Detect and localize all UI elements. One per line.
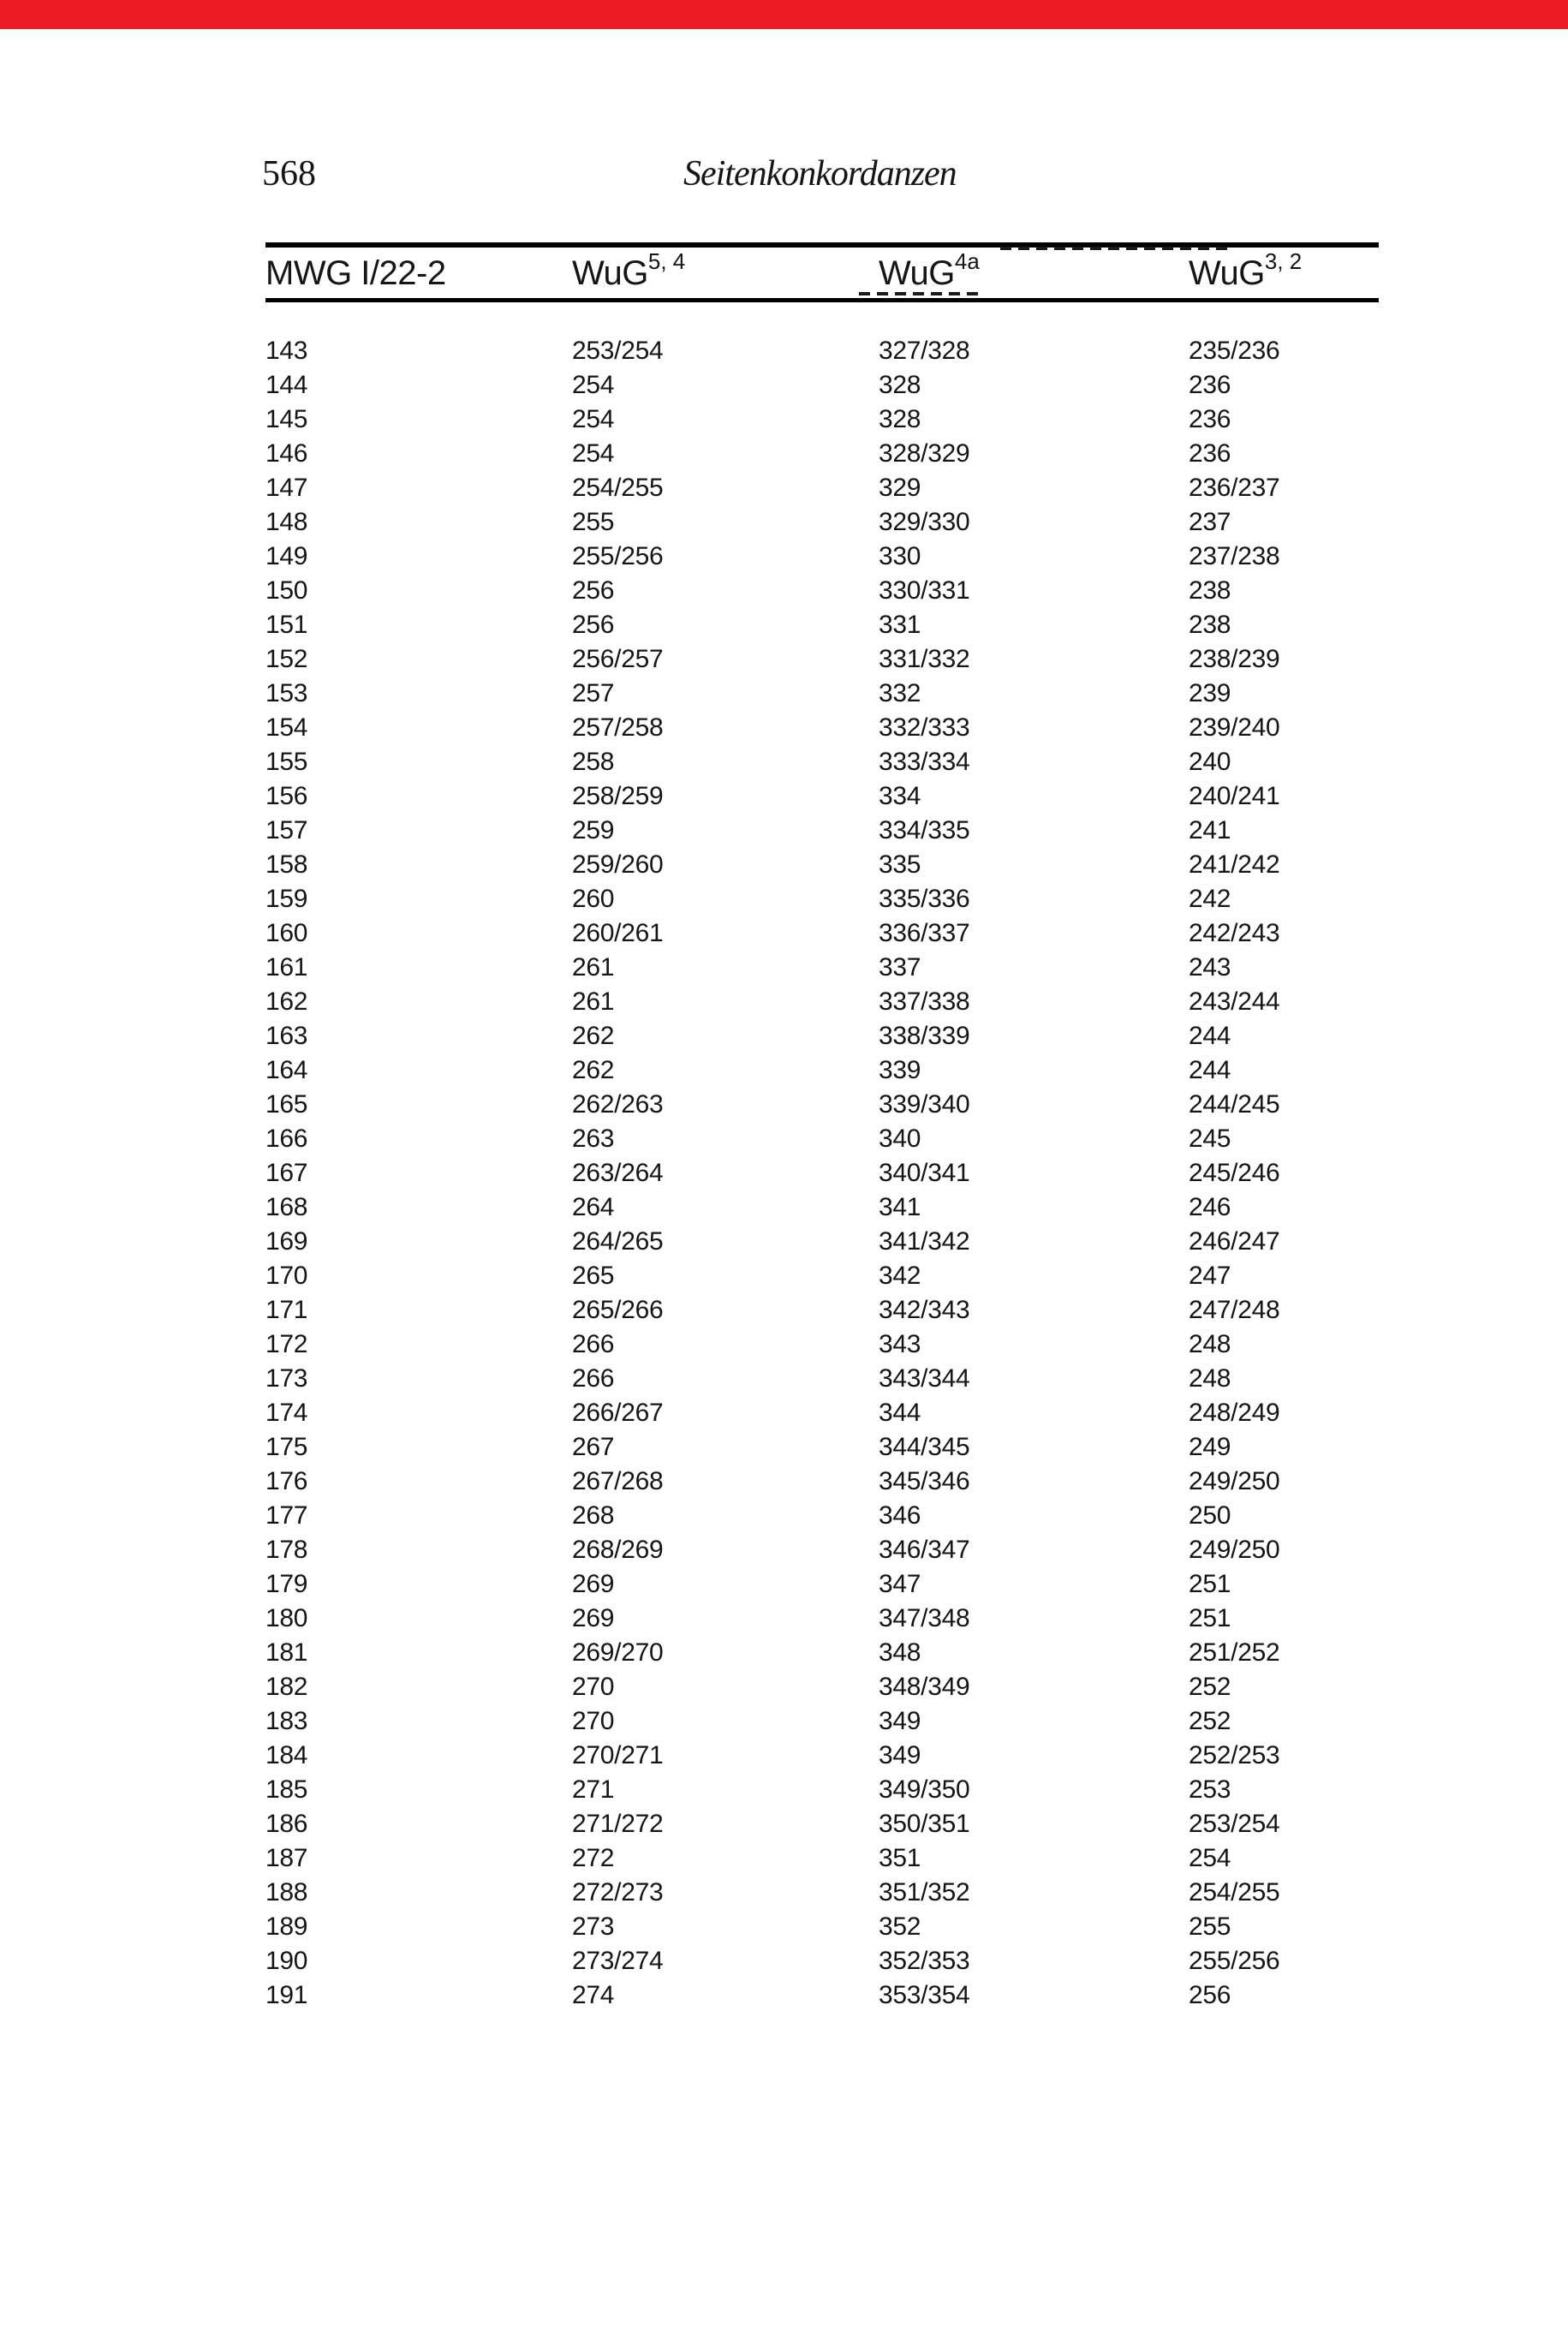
table-cell: 236 <box>1189 405 1231 433</box>
table-cell: 160 <box>265 919 308 947</box>
table-cell: 256 <box>572 611 615 639</box>
table-row <box>265 1362 1379 1396</box>
scanner-edge-strip <box>0 0 1568 29</box>
column-header-wug32: WuG$^{3, 2}$ <box>1189 248 1303 292</box>
table-cell: 346 <box>879 1501 921 1530</box>
table-row <box>265 1156 1379 1190</box>
table-cell: 163 <box>265 1022 308 1050</box>
table-cell: 327/328 <box>879 337 970 365</box>
table-cell: 272 <box>572 1844 615 1872</box>
table-cell: 264 <box>572 1193 615 1221</box>
superscript: 4a <box>954 248 980 274</box>
table-cell: 243/244 <box>1189 987 1280 1016</box>
table-cell: 254 <box>572 405 615 433</box>
table-cell: 332 <box>879 679 921 707</box>
table-cell: 351 <box>879 1844 921 1872</box>
table-cell: 259 <box>572 816 615 844</box>
table-cell: 235/236 <box>1189 337 1280 365</box>
scan-artifact <box>1000 247 1233 250</box>
table-cell: 341/342 <box>879 1227 970 1256</box>
table-cell: 270/271 <box>572 1741 664 1769</box>
table-cell: 247/248 <box>1189 1296 1280 1324</box>
table-cell: 165 <box>265 1090 308 1119</box>
table-cell: 145 <box>265 405 308 433</box>
table-cell: 248 <box>1189 1364 1231 1393</box>
table-cell: 339 <box>879 1056 921 1084</box>
table-cell: 328/329 <box>879 439 970 468</box>
table-cell: 179 <box>265 1570 308 1598</box>
table-cell: 337 <box>879 953 921 982</box>
table-cell: 237 <box>1189 508 1231 536</box>
superscript: 3, 2 <box>1264 248 1303 274</box>
table-cell: 158 <box>265 850 308 879</box>
table-cell: 334/335 <box>879 816 970 844</box>
table-cell: 349 <box>879 1741 921 1769</box>
table-cell: 350/351 <box>879 1810 970 1838</box>
table-cell: 269 <box>572 1570 615 1598</box>
table-cell: 269 <box>572 1604 615 1632</box>
table-cell: 251 <box>1189 1604 1231 1632</box>
table-cell: 167 <box>265 1159 308 1187</box>
table-cell: 253/254 <box>572 337 664 365</box>
table-cell: 347/348 <box>879 1604 970 1632</box>
table-cell: 341 <box>879 1193 921 1221</box>
table-cell: 156 <box>265 782 308 810</box>
table-cell: 265 <box>572 1262 615 1290</box>
table-cell: 262 <box>572 1056 615 1084</box>
table-cell: 330 <box>879 542 921 570</box>
table-cell: 191 <box>265 1981 308 2009</box>
table-cell: 256 <box>572 576 615 605</box>
table-cell: 240/241 <box>1189 782 1280 810</box>
table-cell: 182 <box>265 1673 308 1701</box>
table-cell: 252 <box>1189 1707 1231 1735</box>
page-number: 568 <box>262 154 316 194</box>
table-cell: 331/332 <box>879 645 970 673</box>
table-cell: 265/266 <box>572 1296 664 1324</box>
table-cell: 328 <box>879 371 921 399</box>
table-cell: 177 <box>265 1501 308 1530</box>
table-cell: 329 <box>879 474 921 502</box>
table-cell: 260 <box>572 885 615 913</box>
table-row <box>265 368 1379 403</box>
table-cell: 176 <box>265 1467 308 1495</box>
table-row <box>265 1019 1379 1053</box>
table-cell: 240 <box>1189 748 1231 776</box>
table-row <box>265 1739 1379 1773</box>
table-cell: 249 <box>1189 1433 1231 1461</box>
table-row <box>265 814 1379 848</box>
table-cell: 159 <box>265 885 308 913</box>
table-cell: 153 <box>265 679 308 707</box>
table-cell: 328 <box>879 405 921 433</box>
table-cell: 330/331 <box>879 576 970 605</box>
table-cell: 258/259 <box>572 782 664 810</box>
table-row <box>265 1807 1379 1841</box>
table-cell: 151 <box>265 611 308 639</box>
table-header-row <box>265 248 1379 298</box>
table-row <box>265 951 1379 985</box>
table-cell: 270 <box>572 1673 615 1701</box>
table-cell: 348/349 <box>879 1673 970 1701</box>
table-cell: 329/330 <box>879 508 970 536</box>
table-row <box>265 779 1379 814</box>
table-cell: 332/333 <box>879 713 970 742</box>
table-cell: 250 <box>1189 1501 1231 1530</box>
table-row <box>265 1053 1379 1088</box>
table-cell: 335 <box>879 850 921 879</box>
table-cell: 254 <box>1189 1844 1231 1872</box>
table-row <box>265 1396 1379 1430</box>
table-cell: 268 <box>572 1501 615 1530</box>
table-row <box>265 1978 1379 2013</box>
table-cell: 331 <box>879 611 921 639</box>
table-cell: 190 <box>265 1947 308 1975</box>
table-row <box>265 848 1379 882</box>
table-cell: 148 <box>265 508 308 536</box>
table-cell: 263/264 <box>572 1159 664 1187</box>
table-cell: 348 <box>879 1638 921 1667</box>
table-cell: 166 <box>265 1125 308 1153</box>
table-cell: 268/269 <box>572 1536 664 1564</box>
table-cell: 257/258 <box>572 713 664 742</box>
table-row <box>265 711 1379 745</box>
table-cell: 154 <box>265 713 308 742</box>
table-cell: 347 <box>879 1570 921 1598</box>
running-head <box>0 154 1568 197</box>
table-row <box>265 540 1379 574</box>
table-cell: 256 <box>1189 1981 1231 2009</box>
table-cell: 342 <box>879 1262 921 1290</box>
table-cell: 343/344 <box>879 1364 970 1393</box>
table-cell: 144 <box>265 371 308 399</box>
table-cell: 258 <box>572 748 615 776</box>
table-cell: 252 <box>1189 1673 1231 1701</box>
table-cell: 342/343 <box>879 1296 970 1324</box>
table-cell: 340/341 <box>879 1159 970 1187</box>
table-cell: 173 <box>265 1364 308 1393</box>
table-cell: 266 <box>572 1330 615 1358</box>
scan-artifact <box>859 292 981 295</box>
table-cell: 344 <box>879 1399 921 1427</box>
table-cell: 336/337 <box>879 919 970 947</box>
table-cell: 237/238 <box>1189 542 1280 570</box>
table-cell: 245/246 <box>1189 1159 1280 1187</box>
table-cell: 254/255 <box>1189 1878 1280 1906</box>
table-cell: 340 <box>879 1125 921 1153</box>
table-cell: 261 <box>572 953 615 982</box>
table-cell: 264/265 <box>572 1227 664 1256</box>
table-cell: 170 <box>265 1262 308 1290</box>
table-cell: 246/247 <box>1189 1227 1280 1256</box>
column-header-wug54: WuG$^{5, 4}$ <box>572 248 686 292</box>
table-cell: 267 <box>572 1433 615 1461</box>
table-cell: 238 <box>1189 576 1231 605</box>
table-cell: 236 <box>1189 371 1231 399</box>
table-row <box>265 437 1379 471</box>
table-cell: 251 <box>1189 1570 1231 1598</box>
table-cell: 339/340 <box>879 1090 970 1119</box>
table-cell: 245 <box>1189 1125 1231 1153</box>
table-cell: 257 <box>572 679 615 707</box>
table-row <box>265 677 1379 711</box>
table-row <box>265 1430 1379 1465</box>
table-cell: 249/250 <box>1189 1467 1280 1495</box>
table-cell: 262/263 <box>572 1090 664 1119</box>
table-cell: 147 <box>265 474 308 502</box>
table-cell: 248 <box>1189 1330 1231 1358</box>
table-cell: 261 <box>572 987 615 1016</box>
table-row <box>265 1876 1379 1910</box>
table-cell: 149 <box>265 542 308 570</box>
table-row <box>265 745 1379 779</box>
table-cell: 255 <box>1189 1912 1231 1941</box>
table-cell: 337/338 <box>879 987 970 1016</box>
table-cell: 349/350 <box>879 1775 970 1804</box>
table-row <box>265 505 1379 540</box>
table-cell: 263 <box>572 1125 615 1153</box>
table-cell: 155 <box>265 748 308 776</box>
superscript: 5, 4 <box>647 248 686 274</box>
table-cell: 150 <box>265 576 308 605</box>
table-cell: 239 <box>1189 679 1231 707</box>
table-cell: 272/273 <box>572 1878 664 1906</box>
table-row <box>265 1773 1379 1807</box>
table-row <box>265 1636 1379 1670</box>
table-row <box>265 1499 1379 1533</box>
table-cell: 183 <box>265 1707 308 1735</box>
table-cell: 271/272 <box>572 1810 664 1838</box>
table-header-rule <box>265 298 1379 302</box>
table-cell: 273/274 <box>572 1947 664 1975</box>
table-cell: 352/353 <box>879 1947 970 1975</box>
table-cell: 242 <box>1189 885 1231 913</box>
table-cell: 169 <box>265 1227 308 1256</box>
table-cell: 253/254 <box>1189 1810 1280 1838</box>
table-cell: 351/352 <box>879 1878 970 1906</box>
table-row <box>265 403 1379 437</box>
table-cell: 266/267 <box>572 1399 664 1427</box>
table-row <box>265 1328 1379 1362</box>
table-cell: 251/252 <box>1189 1638 1280 1667</box>
table-row <box>265 1225 1379 1259</box>
table-cell: 185 <box>265 1775 308 1804</box>
table-cell: 255 <box>572 508 615 536</box>
table-cell: 172 <box>265 1330 308 1358</box>
table-cell: 181 <box>265 1638 308 1667</box>
table-cell: 186 <box>265 1810 308 1838</box>
table-row <box>265 1670 1379 1704</box>
table-row <box>265 1841 1379 1876</box>
table-body <box>265 334 1379 2013</box>
table-cell: 334 <box>879 782 921 810</box>
table-cell: 178 <box>265 1536 308 1564</box>
table-row <box>265 574 1379 608</box>
table-cell: 273 <box>572 1912 615 1941</box>
table-cell: 239/240 <box>1189 713 1280 742</box>
table-cell: 152 <box>265 645 308 673</box>
table-row <box>265 1910 1379 1944</box>
table-cell: 262 <box>572 1022 615 1050</box>
table-cell: 249/250 <box>1189 1536 1280 1564</box>
table-cell: 253 <box>1189 1775 1231 1804</box>
table-row <box>265 334 1379 368</box>
table-cell: 345/346 <box>879 1467 970 1495</box>
table-cell: 246 <box>1189 1193 1231 1221</box>
table-row <box>265 985 1379 1019</box>
table-cell: 260/261 <box>572 919 664 947</box>
table-cell: 184 <box>265 1741 308 1769</box>
table-cell: 269/270 <box>572 1638 664 1667</box>
table-row <box>265 1088 1379 1122</box>
table-cell: 256/257 <box>572 645 664 673</box>
table-cell: 255/256 <box>572 542 664 570</box>
table-cell: 189 <box>265 1912 308 1941</box>
table-cell: 349 <box>879 1707 921 1735</box>
table-cell: 271 <box>572 1775 615 1804</box>
table-row <box>265 1293 1379 1328</box>
table-cell: 252/253 <box>1189 1741 1280 1769</box>
table-cell: 187 <box>265 1844 308 1872</box>
table-cell: 174 <box>265 1399 308 1427</box>
table-cell: 164 <box>265 1056 308 1084</box>
table-cell: 241/242 <box>1189 850 1280 879</box>
table-cell: 247 <box>1189 1262 1231 1290</box>
table-cell: 259/260 <box>572 850 664 879</box>
table-cell: 270 <box>572 1707 615 1735</box>
table-cell: 254 <box>572 439 615 468</box>
table-row <box>265 916 1379 951</box>
table-cell: 161 <box>265 953 308 982</box>
table-cell: 254 <box>572 371 615 399</box>
table-row <box>265 1533 1379 1567</box>
column-header-mwg: MWG I/22-2 <box>265 254 446 292</box>
table-cell: 343 <box>879 1330 921 1358</box>
table-row <box>265 471 1379 505</box>
table-cell: 335/336 <box>879 885 970 913</box>
table-cell: 168 <box>265 1193 308 1221</box>
table-row <box>265 1122 1379 1156</box>
table-row <box>265 1465 1379 1499</box>
table-cell: 267/268 <box>572 1467 664 1495</box>
table-cell: 333/334 <box>879 748 970 776</box>
table-cell: 243 <box>1189 953 1231 982</box>
table-cell: 236 <box>1189 439 1231 468</box>
table-cell: 171 <box>265 1296 308 1324</box>
concordance-table <box>265 242 1379 2013</box>
table-cell: 242/243 <box>1189 919 1280 947</box>
table-cell: 255/256 <box>1189 1947 1280 1975</box>
table-row <box>265 1190 1379 1225</box>
table-cell: 238 <box>1189 611 1231 639</box>
table-cell: 248/249 <box>1189 1399 1280 1427</box>
table-cell: 180 <box>265 1604 308 1632</box>
column-header-wug4a: WuG$^{4a}$ <box>879 248 980 292</box>
table-cell: 162 <box>265 987 308 1016</box>
table-cell: 352 <box>879 1912 921 1941</box>
table-row <box>265 882 1379 916</box>
table-cell: 143 <box>265 337 308 365</box>
table-row <box>265 608 1379 642</box>
table-row <box>265 642 1379 677</box>
table-row <box>265 1704 1379 1739</box>
table-row <box>265 1944 1379 1978</box>
table-cell: 241 <box>1189 816 1231 844</box>
table-cell: 244 <box>1189 1022 1231 1050</box>
table-row <box>265 1259 1379 1293</box>
table-cell: 274 <box>572 1981 615 2009</box>
table-cell: 254/255 <box>572 474 664 502</box>
table-cell: 157 <box>265 816 308 844</box>
table-cell: 344/345 <box>879 1433 970 1461</box>
table-row <box>265 1602 1379 1636</box>
table-cell: 236/237 <box>1189 474 1280 502</box>
table-cell: 238/239 <box>1189 645 1280 673</box>
table-cell: 244/245 <box>1189 1090 1280 1119</box>
table-cell: 338/339 <box>879 1022 970 1050</box>
table-cell: 146 <box>265 439 308 468</box>
table-cell: 266 <box>572 1364 615 1393</box>
page-title: Seitenkonkordanzen <box>683 154 957 194</box>
table-cell: 346/347 <box>879 1536 970 1564</box>
table-row <box>265 1567 1379 1602</box>
table-cell: 244 <box>1189 1056 1231 1084</box>
table-cell: 175 <box>265 1433 308 1461</box>
table-cell: 188 <box>265 1878 308 1906</box>
table-cell: 353/354 <box>879 1981 970 2009</box>
